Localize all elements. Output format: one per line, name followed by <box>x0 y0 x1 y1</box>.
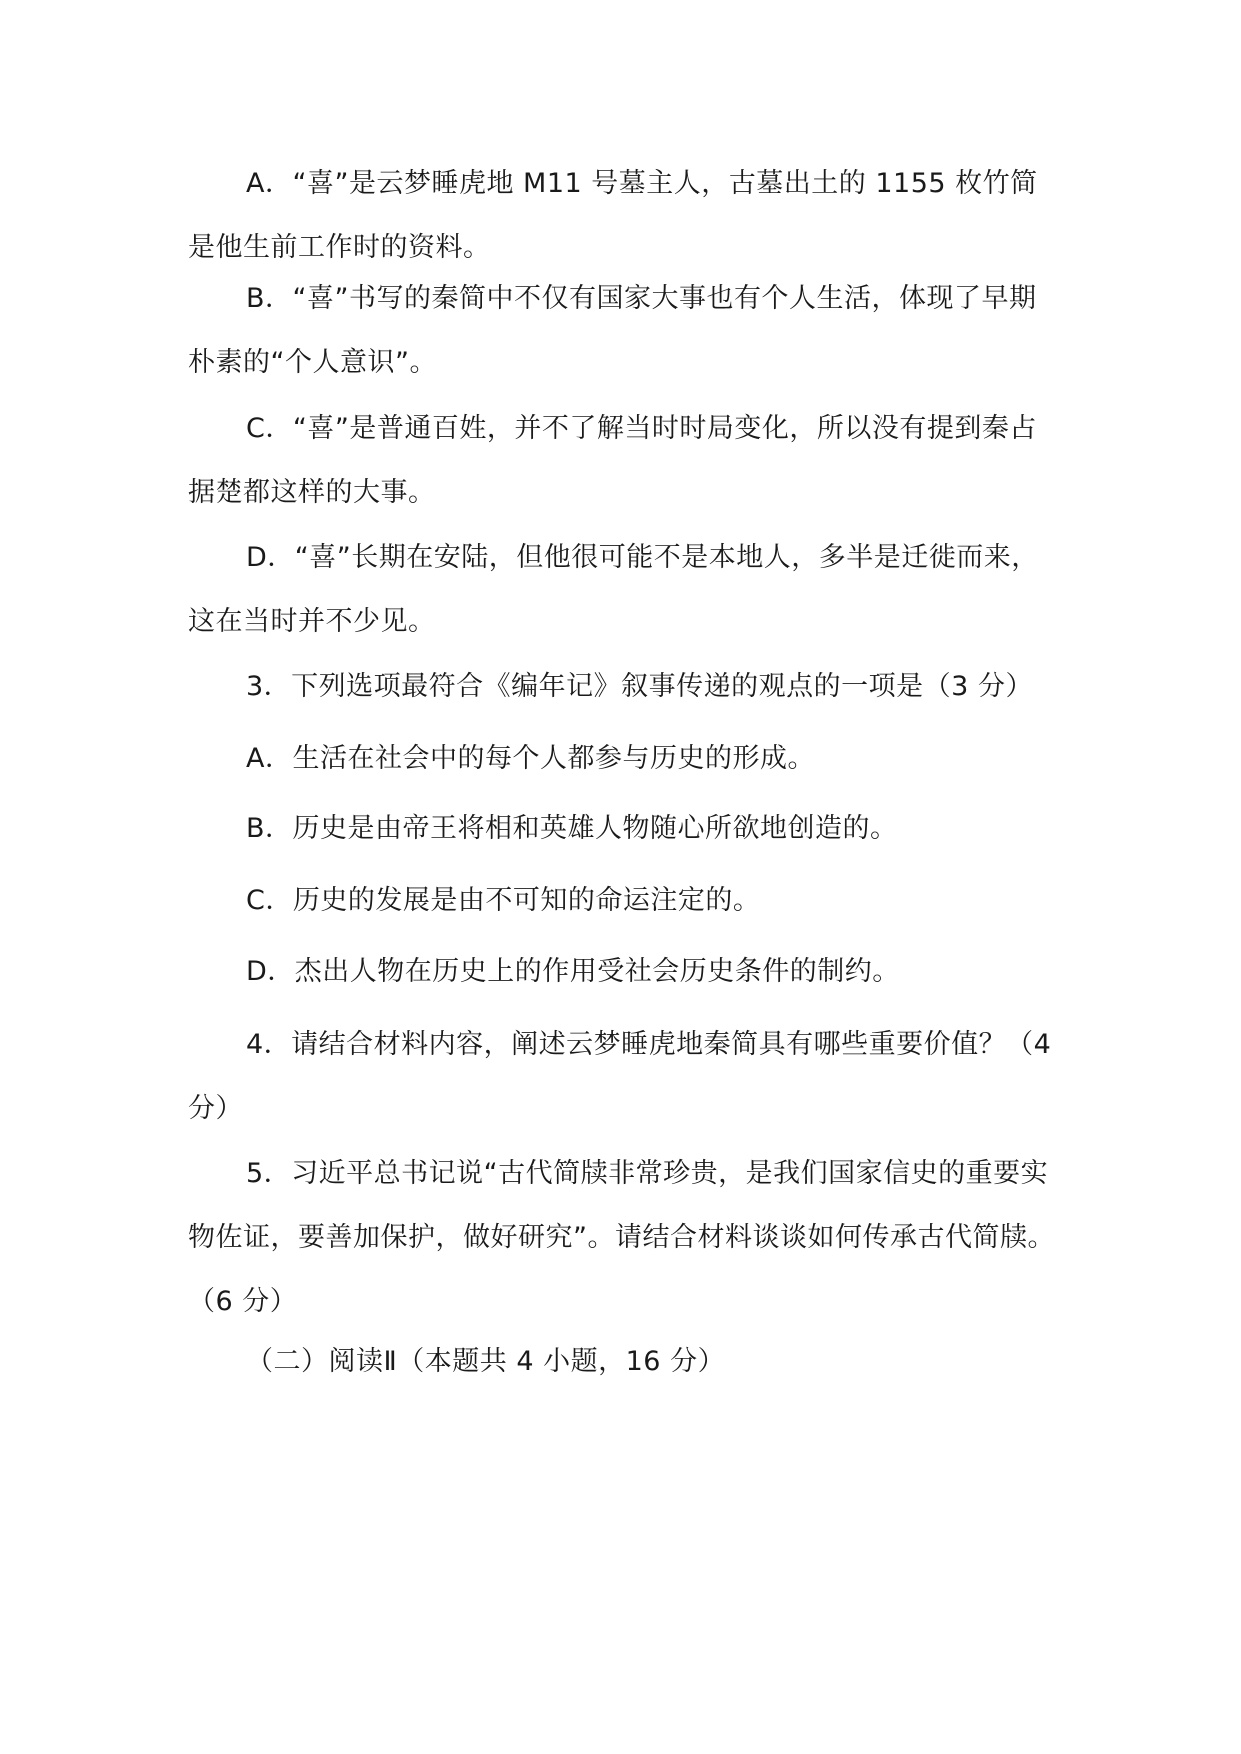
section-heading-reading-2: （二）阅读Ⅱ（本题共 4 小题，16 分） <box>246 1346 726 1377</box>
question-3-paragraph: 3．下列选项最符合《编年记》叙事传递的观点的一项是（3 分） <box>246 671 1033 702</box>
option-3c-paragraph: C．历史的发展是由不可知的命运注定的。 <box>246 885 761 916</box>
option-3b-paragraph: B．历史是由帝王将相和英雄人物随心所欲地创造的。 <box>246 813 898 844</box>
question-5-paragraph: 5．习近平总书记说“古代简牍非常珍贵，是我们国家信史的重要实物佐证，要善加保护，做好研究”。请结合材料谈谈如何传承古代简牍。（6 分） <box>188 1158 1055 1317</box>
option-2a-paragraph: A．“喜”是云梦睡虎地 M11 号墓主人，古墓出土的 1155 枚竹简是他生前工作时的资料。 <box>188 168 1038 263</box>
question-4-paragraph: 4．请结合材料内容，阐述云梦睡虎地秦简具有哪些重要价值？（4 分） <box>188 1029 1052 1124</box>
option-3d-paragraph: D．杰出人物在历史上的作用受社会历史条件的制约。 <box>246 956 900 987</box>
option-2d-paragraph: D．“喜”长期在安陆，但他很可能不是本地人，多半是迁徙而来，这在当时并不少见。 <box>188 542 1039 637</box>
option-2c-paragraph: C．“喜”是普通百姓，并不了解当时时局变化，所以没有提到秦占据楚都这样的大事。 <box>188 413 1037 508</box>
option-3a-paragraph: A．生活在社会中的每个人都参与历史的形成。 <box>246 743 815 774</box>
option-2b-paragraph: B．“喜”书写的秦简中不仅有国家大事也有个人生活，体现了早期朴素的“个人意识”。 <box>188 283 1037 378</box>
